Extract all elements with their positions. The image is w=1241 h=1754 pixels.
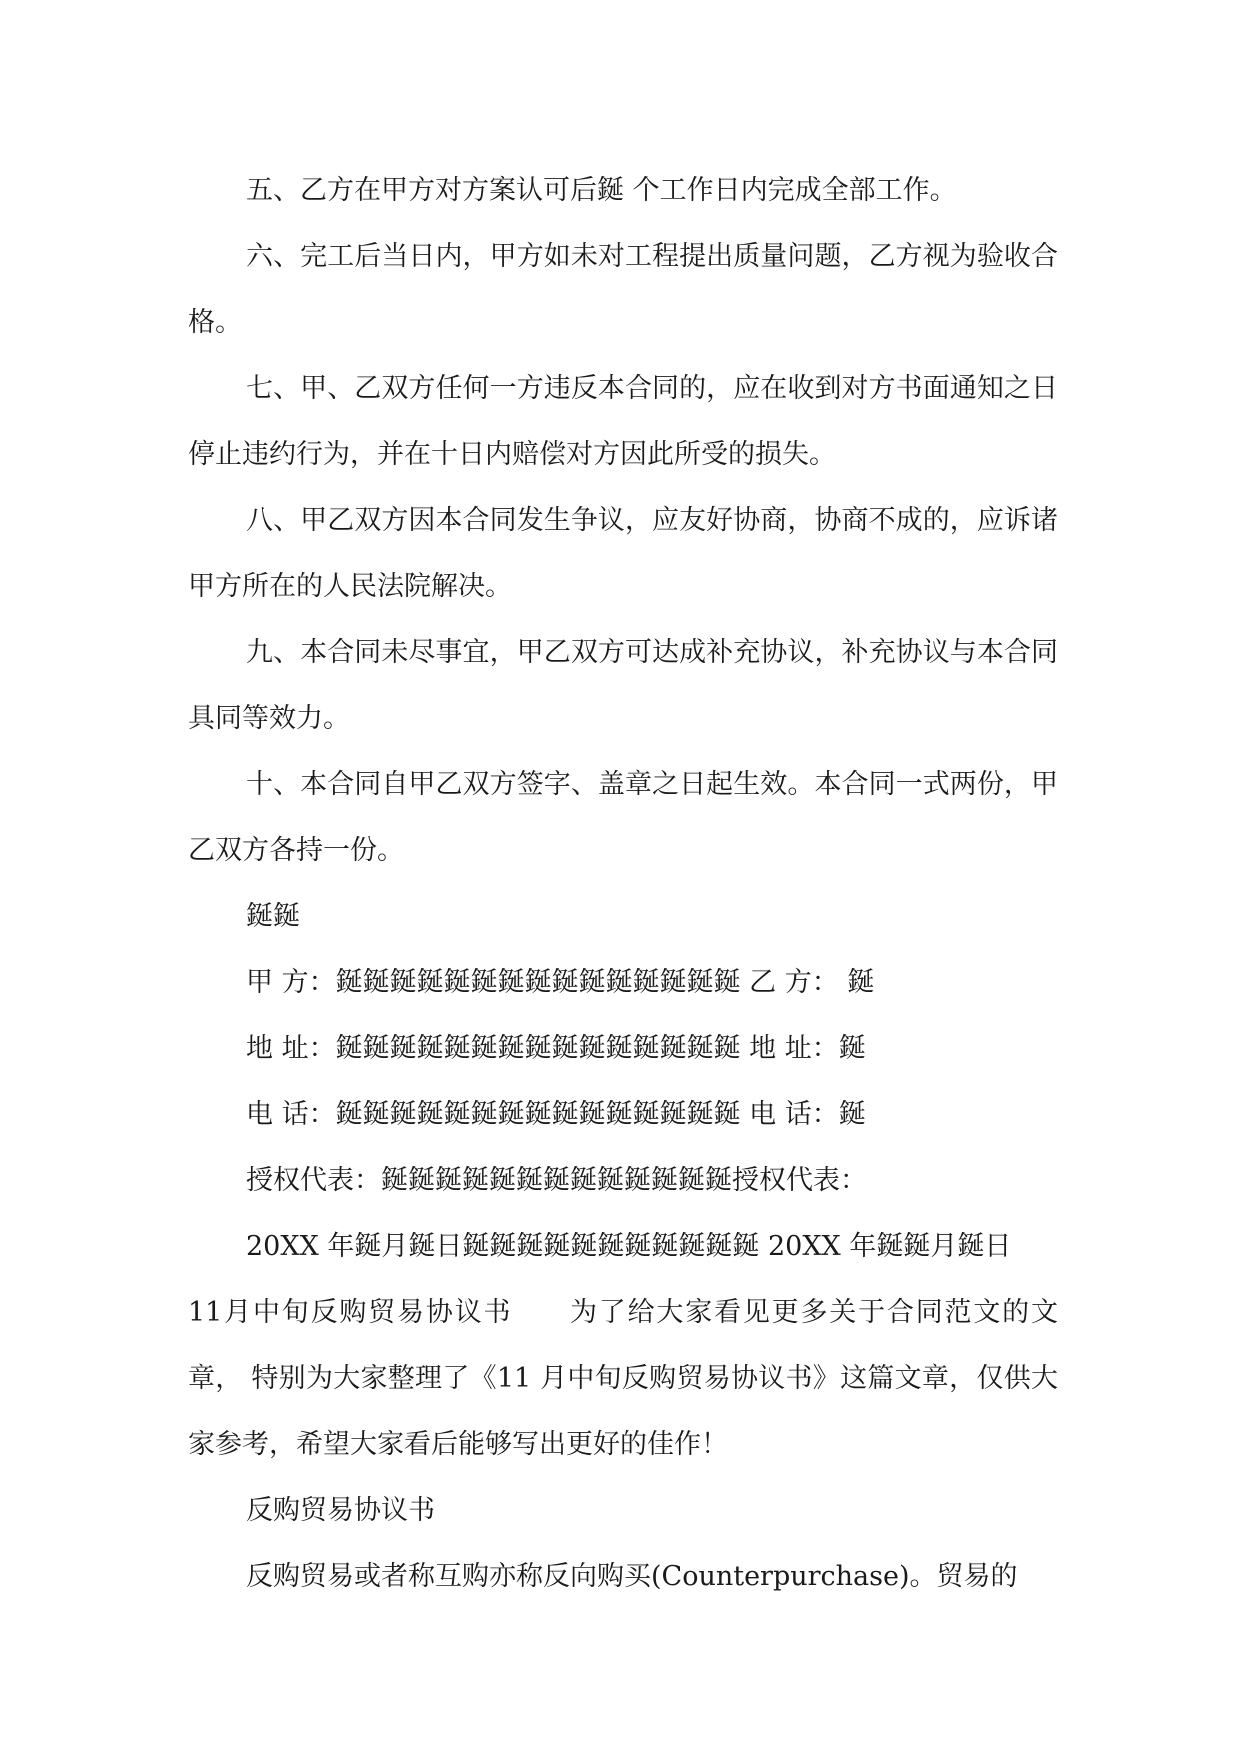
clause-five: 五、乙方在甲方对方案认可后鋋 个工作日内完成全部工作。 [246,175,957,206]
article-body: 反购贸易或者称互购亦称反向购买(Counterpurchase)。贸易的 [246,1561,1018,1592]
document-body [188,158,1058,1610]
signature-address-line: 地 址：鋋鋋鋋鋋鋋鋋鋋鋋鋋鋋鋋鋋鋋鋋鋋 地 址：鋋 [246,1033,866,1064]
signature-representative-line: 授权代表：鋋鋋鋋鋋鋋鋋鋋鋋鋋鋋鋋鋋鋋授权代表： [246,1165,867,1196]
signature-date-line: 20XX 年鋋月鋋日鋋鋋鋋鋋鋋鋋鋋鋋鋋鋋鋋 20XX 年鋋鋋月鋋日 [246,1231,1012,1262]
clause-six: 六、完工后当日内，甲方如未对工程提出质量问题，乙方视为验收合格。 [188,241,1058,338]
article-intro: 11月中旬反购贸易协议书 为了给大家看见更多关于合同范文的文章， 特别为大家整理了《11 月中旬反购贸易协议书》这篇文章，仅供大家参考，希望大家看后能够写出更好的佳作！ [188,1297,1058,1460]
clause-nine: 九、本合同未尽事宜，甲乙双方可达成补充协议，补充协议与本合同具同等效力。 [188,637,1058,734]
clause-seven: 七、甲、乙双方任何一方违反本合同的，应在收到对方书面通知之日停止违约行为，并在十日内赔偿对方因此所受的损失。 [188,373,1058,470]
clause-eight: 八、甲乙双方因本合同发生争议，应友好协商，协商不成的，应诉诸甲方所在的人民法院解决。 [188,505,1058,602]
clause-ten: 十、本合同自甲乙双方签字、盖章之日起生效。本合同一式两份，甲乙双方各持一份。 [188,769,1058,866]
signature-party-line: 甲 方：鋋鋋鋋鋋鋋鋋鋋鋋鋋鋋鋋鋋鋋鋋鋋 乙 方： 鋋 [246,967,875,998]
article-heading: 反购贸易协议书 [246,1495,435,1526]
signature-phone-line: 电 话：鋋鋋鋋鋋鋋鋋鋋鋋鋋鋋鋋鋋鋋鋋鋋 电 话：鋋 [246,1099,866,1130]
signature-spacer: 鋋鋋 [246,901,300,932]
